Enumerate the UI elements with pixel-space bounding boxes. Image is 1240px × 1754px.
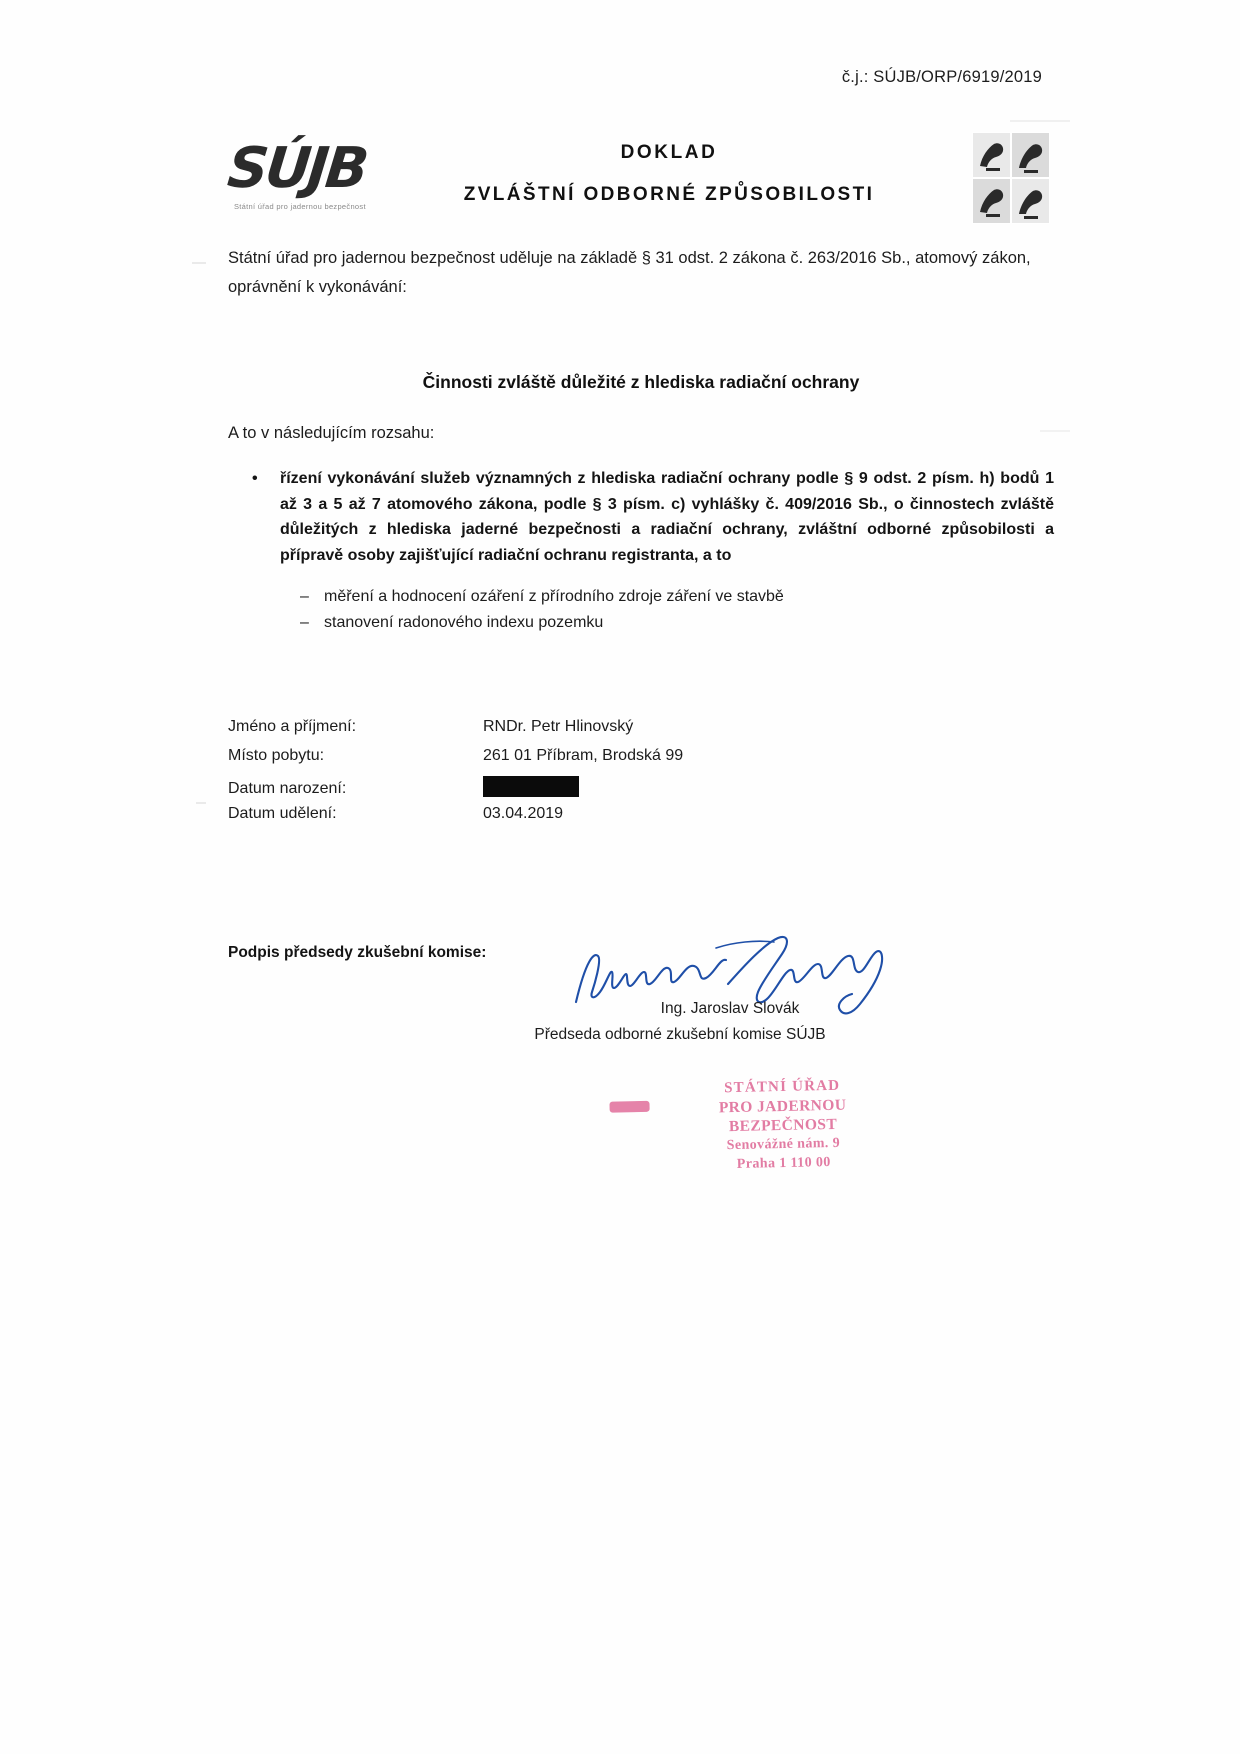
sujb-logo-subtitle: Státní úřad pro jadernou bezpečnost xyxy=(234,202,366,211)
bullet-dot-icon: • xyxy=(252,470,258,487)
page-title: DOKLAD xyxy=(620,142,718,163)
redaction-bar xyxy=(483,776,579,797)
stamp-smudge xyxy=(609,1101,649,1113)
field-row-issue-date xyxy=(228,805,868,834)
intro-paragraph: Státní úřad pro jadernou bezpečnost uděluje na základě § 31 odst. 2 zákona č. 263/2016 Sb., atomový zákon, oprávnění k vykonávání: xyxy=(228,249,1031,296)
document-titles xyxy=(408,142,930,206)
list-item xyxy=(252,466,1054,568)
document-header xyxy=(224,132,1050,232)
list-item-text: měření a hodnocení ozáření z přírodního zdroje záření ve stavbě xyxy=(324,588,784,605)
signatory-name: Ing. Jaroslav Slovák xyxy=(660,1000,800,1017)
stamp-line-3: Senovážné nám. 9 xyxy=(726,1135,841,1154)
page-subtitle: ZVLÁŠTNÍ ODBORNÉ ZPŮSOBILOSTI xyxy=(463,184,875,205)
signatory-role: Předseda odborné zkušební komise SÚJB xyxy=(534,1026,826,1043)
scope-sublist xyxy=(300,584,1054,636)
field-value-redacted xyxy=(483,776,579,798)
stamp-line-2: PRO JADERNOU BEZPEČNOST xyxy=(718,1096,847,1136)
scope-list xyxy=(252,466,1054,636)
field-label: Místo pobytu: xyxy=(228,747,325,764)
signature-block xyxy=(520,916,940,1056)
field-value: 261 01 Příbram, Brodská 99 xyxy=(483,747,684,764)
scope-lead: A to v následujícím rozsahu: xyxy=(228,424,435,442)
official-stamp xyxy=(667,1076,899,1176)
field-label: Jméno a příjmení: xyxy=(228,718,357,735)
field-value: RNDr. Petr Hlinovský xyxy=(483,718,634,735)
dash-icon: – xyxy=(300,614,309,631)
field-row-birthdate xyxy=(228,776,868,805)
field-label: Datum udělení: xyxy=(228,805,337,822)
scan-mark xyxy=(1010,120,1070,122)
stamp-line-4: Praha 1 110 00 xyxy=(736,1155,831,1172)
list-item-text: řízení vykonávání služeb významných z hlediska radiační ochrany podle § 9 odst. 2 písm. h) bodů 1 až 3 a 5 až 7 atomového zákona, podle § 3 písm. c) vyhlášky č. 409/2016 Sb., o činnostech zvláště důležitých z hlediska jaderné bezpečnosti a radiační ochrany, zvláštní odborné způsobilosti a přípravě osoby zajišťující radiační ochranu registranta, a to xyxy=(280,470,1054,564)
scan-mark xyxy=(192,262,206,264)
field-row-name xyxy=(228,718,868,747)
field-value: 03.04.2019 xyxy=(483,805,564,822)
activity-section-title: Činnosti zvláště důležité z hlediska radiační ochrany xyxy=(422,372,860,392)
sujb-logo xyxy=(224,136,380,226)
sujb-logo-text: SÚJB xyxy=(224,136,369,201)
list-item-text: stanovení radonového indexu pozemku xyxy=(324,614,604,631)
list-item xyxy=(300,584,1054,610)
field-label: Datum narození: xyxy=(228,780,347,797)
list-item xyxy=(300,610,1054,636)
scan-mark xyxy=(196,802,206,804)
scan-mark xyxy=(1040,430,1070,432)
case-number: č.j.: SÚJB/ORP/6919/2019 xyxy=(841,68,1042,86)
holder-details xyxy=(228,718,868,834)
czech-coat-of-arms-icon xyxy=(972,132,1050,224)
signature-label: Podpis předsedy zkušební komise: xyxy=(228,944,487,961)
dash-icon: – xyxy=(300,588,309,605)
stamp-line-1: STÁTNÍ ÚŘAD xyxy=(723,1077,841,1097)
field-row-residence xyxy=(228,747,868,776)
